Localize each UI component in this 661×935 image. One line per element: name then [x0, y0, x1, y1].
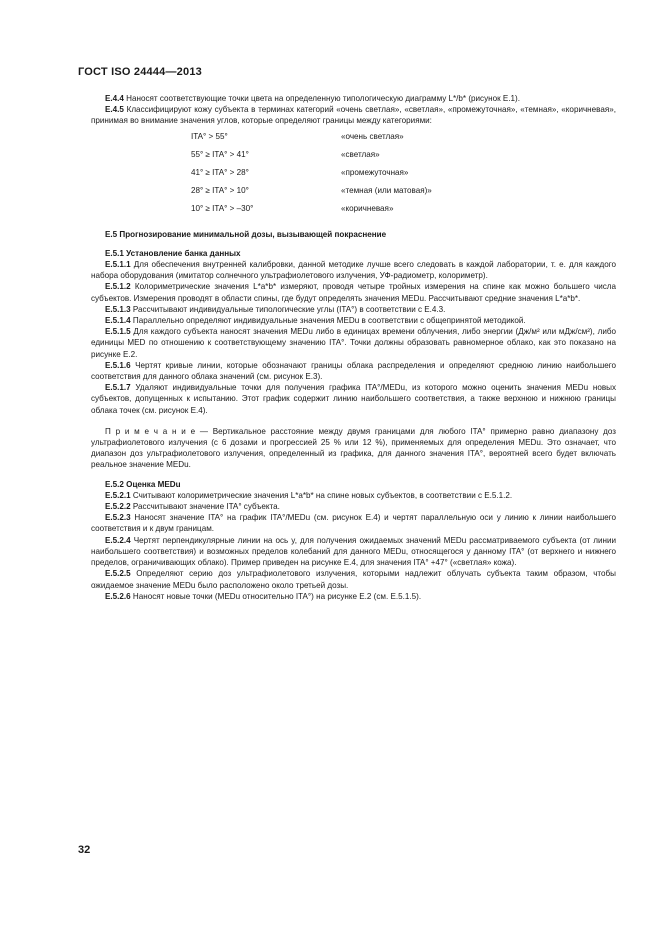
table-row — [191, 185, 432, 203]
ita-range: ITA° > 55° — [191, 131, 228, 141]
table-row — [191, 167, 432, 185]
ita-range: 28° ≥ ITA° > 10° — [191, 185, 249, 195]
para-e517: Е.5.1.7 Удаляют индивидуальные точки для получения графика ITA°/MEDu, из которого можно оценить значения MEDu новых субъектов, допущенных к испытанию. Этот график содержит линию наибольшего соответствия, а также верхнюю и нижнюю границы облака точек (см. рисунок Е.4). — [91, 383, 616, 415]
skin-category: «очень светлая» — [341, 131, 404, 141]
heading-e52: Е.5.2 Оценка MEDu — [105, 479, 181, 489]
para-e44: Е.4.4 Наносят соответствующие точки цвета на определенную типологическую диаграмму L*/b* (рисунок Е.1). — [105, 94, 520, 103]
heading-e5: Е.5 Прогнозирование минимальной дозы, вызывающей покраснение — [105, 229, 387, 239]
para-e512: Е.5.1.2 Колориметрические значения L*a*b* измеряют, проводя четыре тройных измерения на спине как можно большего числа субъектов. Измерения проводят в области спины, где будут определять значения MEDu. Рассчитывают средние значения L*a*b*. — [91, 282, 616, 303]
para-e521: Е.5.2.1 Считывают колориметрические значения L*a*b* на спине новых субъектов, в соответствии с Е.5.1.2. — [105, 490, 513, 500]
ita-range: 10° ≥ ITA° > –30° — [191, 203, 254, 213]
heading-e51: Е.5.1 Установление банка данных — [105, 248, 241, 258]
skin-category: «темная (или матовая)» — [341, 185, 432, 195]
table-row — [191, 149, 432, 167]
para-e525: Е.5.2.5 Определяют серию доз ультрафиолетового излучения, которыми надлежит облучать субъекта таким образом, чтобы ожидаемое значение MEDu было расположено около третьей дозы. — [91, 569, 616, 590]
para-e523: Е.5.2.3 Наносят значение ITA° на график ITA°/MEDu (см. рисунок Е.4) и чертят параллельную оси y линию к линии наибольшего соответствия и к двум границам. — [91, 513, 616, 534]
para-e513: Е.5.1.3 Рассчитывают индивидуальные типологические углы (ITA°) в соответствии с Е.4.3. — [105, 304, 446, 314]
para-e511: Е.5.1.1 Для обеспечения внутренней калибровки, данной методике лучше всего следовать в каждой лаборатории, т. е. для каждого набора оборудования (имитатор солнечного ультрафиолетового излучения, УФ-радиометр, колориметр). — [91, 260, 617, 281]
document-body — [91, 93, 616, 602]
para-e526: Е.5.2.6 Наносят новые точки (MEDu относительно ITA°) на рисунке Е.2 (см. Е.5.1.5). — [105, 591, 422, 601]
skin-category: «коричневая» — [341, 203, 394, 213]
table-row — [191, 131, 432, 149]
table-row — [191, 203, 432, 221]
ita-range: 55° ≥ ITA° > 41° — [191, 149, 249, 159]
para-e514: Е.5.1.4 Параллельно определяют индивидуальные значения MEDu в соответствии с общепринятой методикой. — [105, 316, 526, 326]
note-paragraph — [91, 426, 616, 471]
note-label: П р и м е ч а н и е — [105, 426, 196, 436]
para-e45: Е.4.5 Классифицируют кожу субъекта в терминах категорий «очень светлая», «светлая», «промежуточная», «темная», «коричневая», принимая во внимание значения углов, которые определяют границы между категориями: — [91, 105, 616, 126]
ita-classification-table — [191, 131, 432, 221]
page-number: 32 — [78, 844, 91, 856]
ita-range: 41° ≥ ITA° > 28° — [191, 167, 249, 177]
skin-category: «промежуточная» — [341, 167, 409, 177]
para-e522: Е.5.2.2 Рассчитывают значение ITA° субъекта. — [105, 502, 280, 512]
document-header: ГОСТ ISO 24444—2013 — [78, 66, 202, 78]
para-e515: Е.5.1.5 Для каждого субъекта наносят значения MEDu либо в единицах времени облучения, либо энергии (Дж/м² или мДж/см²), либо единицы MED по отношению к соответствующему значению ITA°. Точки должны образовать равномерное облако, как это показано на рисунке Е.2. — [91, 327, 616, 359]
para-e516: Е.5.1.6 Чертят кривые линии, которые обозначают границы облака распределения и определяют среднюю линию наибольшего соответствия для данного облака значений (см. рисунок Е.3). — [91, 360, 617, 382]
para-e524: Е.5.2.4 Чертят перпендикулярные линии на ось y, для получения ожидаемых значений MEDu рассматриваемого субъекта (от линии наибольшего соответствия) и возможных пределов колебаний для данного MEDu, относящегося у данному ITA° (от верхнего и нижнего пределов, ограничивающих облако). Пример приведен на рисунке Е.4, для значения ITA° +47° («светлая» кожа). — [91, 535, 617, 568]
note-text: — Вертикальное расстояние между двумя границами для любого ITA° примерно равно диапазону доз ультрафиолетового излучения (с 6 дозами и прогрессией 25 % или 12 %), применяемых для определения MEDu. Это означает, что диапазон доз ультрафиолетового излучения, определенный из графика, для данного значения ITA°, вероятней всего будет включать реальное значение MEDu. — [91, 426, 616, 470]
skin-category: «светлая» — [341, 149, 380, 159]
